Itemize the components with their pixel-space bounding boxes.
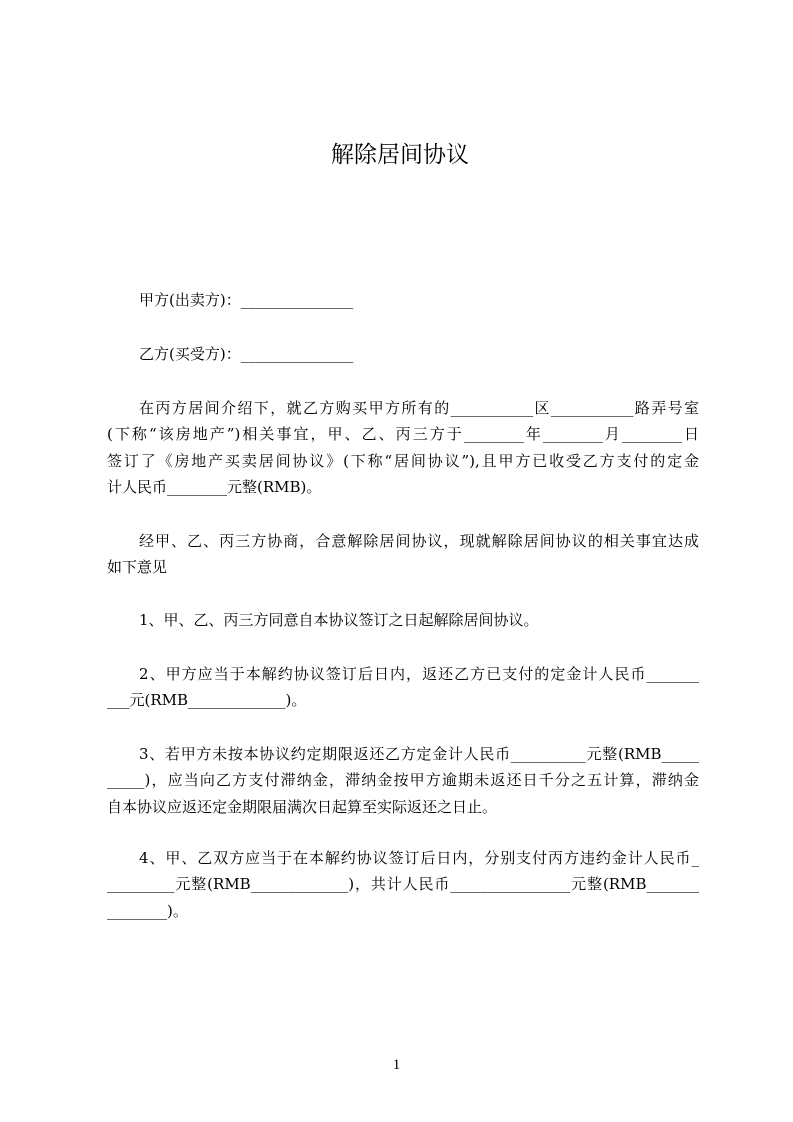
party-b-paragraph bbox=[107, 341, 699, 368]
clause-line: 自本协议应返还定金期限届满次日起算至实际返还之日止。 bbox=[107, 797, 498, 816]
consensus-line: 如下意见 bbox=[107, 558, 168, 577]
clause-line: _________元整(RMB_____________)，共计人民币________________元整(RMB_______ bbox=[107, 875, 699, 894]
clause-line: 2、甲方应当于本解约协议签订后日内，返还乙方已支付的定金计人民币_______ bbox=[139, 664, 699, 683]
consensus-line: 经甲、乙、丙三方协商，合意解除居间协议，现就解除居间协议的相关事宜达成 bbox=[139, 531, 699, 550]
intro-line: (下称“该房地产”)相关事宜，甲、乙、丙三方于________年________月________日 bbox=[107, 425, 699, 444]
clause-line: 4、甲、乙双方应当于在本解约协议签订后日内，分别支付丙方违约金计人民币_ bbox=[139, 848, 699, 867]
clause-line: _____)，应当向乙方支付滞纳金，滞纳金按甲方逾期未返还日千分之五计算，滞纳金 bbox=[107, 771, 699, 790]
intro-line: 在丙方居间介绍下，就乙方购买甲方所有的___________区___________路弄号室 bbox=[139, 398, 699, 417]
intro-line: 签订了《房地产买卖居间协议》(下称“居间协议”),且甲方已收受乙方支付的定金 bbox=[107, 451, 699, 470]
page-number: 1 bbox=[392, 1057, 401, 1073]
intro-line: 计人民币________元整(RMB)。 bbox=[107, 478, 322, 497]
clause-line: ________)。 bbox=[107, 901, 188, 920]
clause-4 bbox=[107, 845, 699, 925]
intro-paragraph bbox=[107, 395, 699, 501]
clause-line: 1、甲、乙、丙三方同意自本协议签订之日起解除居间协议。 bbox=[139, 610, 539, 629]
clause-2 bbox=[107, 661, 699, 714]
clause-1 bbox=[107, 607, 699, 634]
party-a-paragraph bbox=[107, 287, 699, 314]
clause-line: ___元(RMB_____________)。 bbox=[107, 691, 307, 710]
clause-3 bbox=[107, 741, 699, 821]
consensus-paragraph bbox=[107, 528, 699, 581]
document-title: 解除居间协议 bbox=[331, 142, 469, 168]
clause-line: 3、若甲方未按本协议约定期限返还乙方定金计人民币__________元整(RMB_____ bbox=[139, 744, 699, 763]
party-a-line: 甲方(出卖方)：_______________ bbox=[139, 290, 354, 309]
party-b-line: 乙方(买受方)：_______________ bbox=[139, 344, 354, 363]
